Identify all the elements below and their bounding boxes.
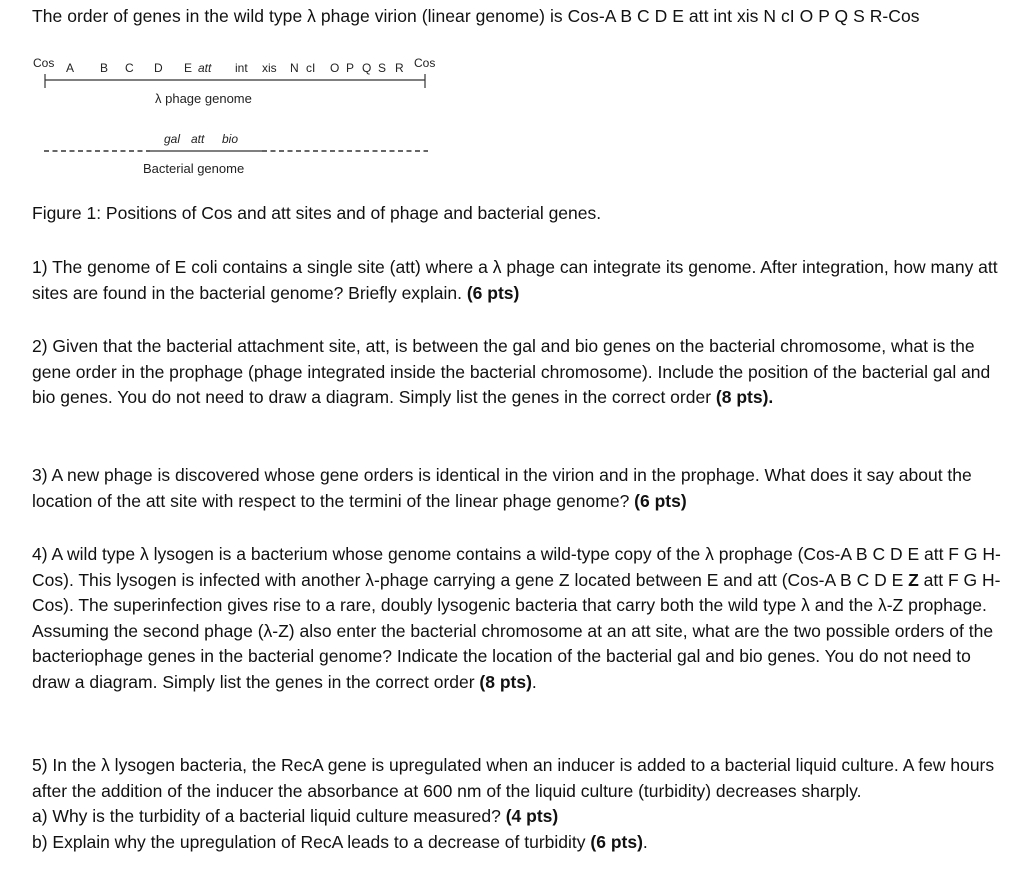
question-5b [32,830,1002,856]
question-4-text-part2: att F G H-Cos). The superinfection gives rise to a rare, doubly lysogenic bacteria that carry both the wild type λ and the λ-Z prophage. Assuming the second phage (λ-Z) also enter the bacterial chromosome at an att site, what are the two possible orders of the bacteriophage genes in the bacterial genome? Indicate the location of the bacterial gal and bio genes. You do not need to draw a diagram. Simply list the genes in the correct order [32,569,1001,692]
phage-att-label: att [198,61,212,75]
question-4-gene-z: Z [908,569,919,590]
question-5a-points: (4 pts) [505,806,559,827]
page-heading: The order of genes in the wild type λ phage virion (linear genome) is Cos-A B C D E att int xis N cI O P Q S R-Cos [32,6,920,26]
gene-q-label: Q [362,61,372,75]
cos-right-label: Cos [414,56,436,70]
question-1 [32,255,1002,306]
question-3 [32,463,1002,514]
cos-left-label: Cos [33,56,55,70]
gene-r-label: R [395,61,404,75]
gene-s-label: S [378,61,387,75]
question-3-text: 3) A new phage is discovered whose gene orders is identical in the virion and in the prophage. What does it say about the location of the att site with respect to the termini of the linear phage genome? [32,465,972,511]
question-5-text: 5) In the λ lysogen bacteria, the RecA gene is upregulated when an inducer is added to a bacterial liquid culture. A few hours after the addition of the inducer the absorbance at 600 nm of the liquid culture (turbidity) decreases sharply. [32,755,995,801]
question-1-text: 1) The genome of E coli contains a single site (att) where a λ phage can integrate its genome. After integration, how many att sites are found in the bacterial genome? Briefly explain. [32,257,998,303]
figure-caption: Figure 1: Positions of Cos and att sites and of phage and bacterial genes. [32,203,602,223]
bacterial-att-label: att [191,132,205,146]
question-2-points: (8 pts). [715,387,774,408]
genome-figure [0,0,1024,200]
question-4-points: (8 pts) [479,671,532,692]
gene-n-label: N [290,61,299,75]
bio-gene-label: bio [222,132,239,146]
gene-d-label: D [154,61,163,75]
genome-diagram [0,0,1024,200]
phage-genome-label: λ phage genome [155,91,252,106]
question-2-text: 2) Given that the bacterial attachment site, att, is between the gal and bio genes on the bacterial chromosome, what is the gene order in the prophage (phage integrated inside the bacterial chromosome). Include the position of the bacterial gal and bio genes. You do not need to draw a diagram. Simply list the genes in the correct order [32,336,991,408]
gene-o-label: O [330,61,340,75]
question-5b-points: (6 pts) [590,831,643,852]
gene-p-label: P [346,61,355,75]
gene-int-label: int [235,61,248,75]
question-5a [32,804,1002,830]
question-5a-text: a) Why is the turbidity of a bacterial liquid culture measured? [32,806,506,827]
question-4 [32,542,1002,696]
question-2 [32,334,1002,411]
bacterial-genome-label: Bacterial genome [143,161,245,176]
gene-c-label: C [125,61,134,75]
gene-e-label: E [184,61,193,75]
question-4-end: . [531,671,537,692]
question-5b-end: . [642,831,648,852]
question-5b-text: b) Explain why the upregulation of RecA leads to a decrease of turbidity [32,831,591,852]
gene-b-label: B [100,61,109,75]
gene-xis-label: xis [262,61,277,75]
question-4-text-part1: 4) A wild type λ lysogen is a bacterium whose genome contains a wild-type copy of the λ prophage (Cos-A B C D E att F G H-Cos). This lysogen is infected with another λ-phage carrying a gene Z located between E and att (Cos-A B C D E [32,544,1001,590]
question-5 [32,753,1002,855]
gene-a-label: A [66,61,75,75]
gal-gene-label: gal [164,132,181,146]
gene-ci-label: cI [306,61,316,75]
question-3-points: (6 pts) [634,490,687,511]
question-1-points: (6 pts) [466,282,520,303]
